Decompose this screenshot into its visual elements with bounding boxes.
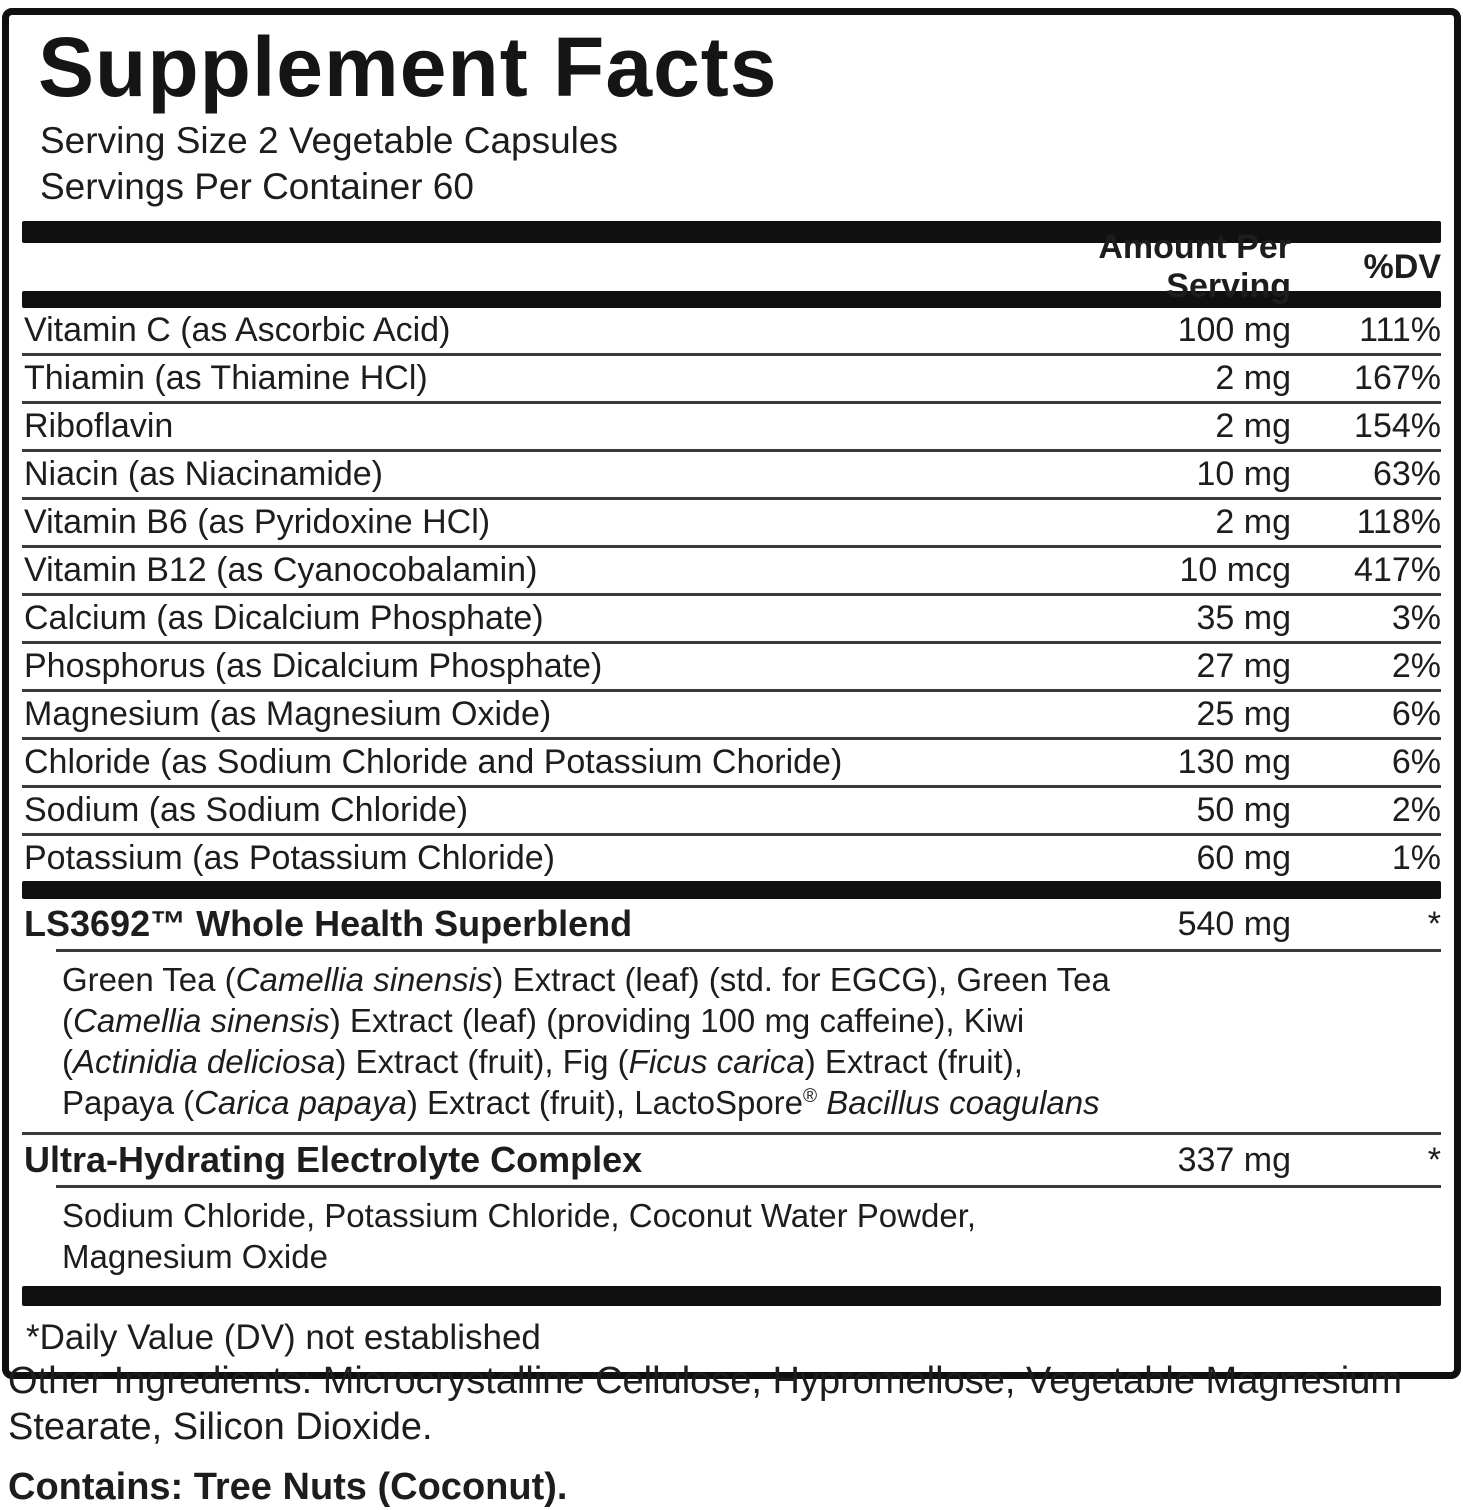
nutrient-name: Vitamin C (as Ascorbic Acid)	[24, 311, 451, 349]
other-ingredients-line: Stearate, Silicon Dioxide.	[8, 1406, 433, 1448]
nutrient-row	[22, 788, 1441, 836]
blend-amount: 540 mg	[1177, 904, 1291, 943]
blend-separator	[56, 949, 1441, 952]
nutrient-name: Thiamin (as Thiamine HCl)	[24, 359, 428, 397]
nutrient-amount: 100 mg	[1177, 311, 1291, 349]
blend-dv-asterisk: *	[1427, 1140, 1441, 1179]
nutrient-amount: 10 mcg	[1179, 551, 1291, 589]
nutrient-row	[22, 836, 1441, 881]
nutrient-name: Phosphorus (as Dicalcium Phosphate)	[24, 647, 603, 685]
other-ingredients-line: Other Ingredients: Microcrystalline Cellulose, Hypromellose, Vegetable Magnesium	[8, 1360, 1402, 1402]
column-header-row	[22, 228, 1441, 305]
nutrient-row	[22, 356, 1441, 404]
serving-size: Serving Size 2 Vegetable Capsules	[40, 120, 618, 161]
blend-dv-asterisk: *	[1427, 904, 1441, 943]
nutrient-row	[22, 740, 1441, 788]
blend-ingredients-electrolyte	[22, 1195, 1441, 1277]
blend-amount: 337 mg	[1177, 1140, 1291, 1179]
nutrient-amount: 35 mg	[1196, 599, 1291, 637]
nutrient-row	[22, 692, 1441, 740]
nutrient-name: Calcium (as Dicalcium Phosphate)	[24, 599, 544, 637]
servings-per-container: Servings Per Container 60	[40, 166, 474, 207]
footnote-daily-value: *Daily Value (DV) not established	[26, 1318, 541, 1357]
blend-ingredients-superblend	[22, 959, 1441, 1123]
nutrient-amount: 130 mg	[1177, 743, 1291, 781]
supplement-facts-panel	[2, 8, 1461, 1379]
nutrient-dv: 118%	[1356, 503, 1441, 541]
nutrient-row	[22, 404, 1441, 452]
nutrient-amount: 2 mg	[1215, 503, 1291, 541]
blend-separator	[56, 1185, 1441, 1188]
nutrient-name: Chloride (as Sodium Chloride and Potassium Choride)	[24, 743, 843, 781]
nutrient-dv: 3%	[1391, 599, 1441, 637]
nutrient-dv: 167%	[1354, 359, 1441, 397]
thick-divider-footnote	[22, 1286, 1441, 1306]
blend-ingredient-line: Magnesium Oxide	[62, 1238, 328, 1275]
nutrient-dv: 6%	[1391, 743, 1441, 781]
other-ingredients	[8, 1358, 1456, 1450]
nutrient-name: Sodium (as Sodium Chloride)	[24, 791, 469, 829]
nutrient-dv: 154%	[1354, 407, 1441, 445]
nutrient-amount: 2 mg	[1215, 359, 1291, 397]
nutrient-dv: 417%	[1354, 551, 1441, 589]
amount-per-serving-header: Amount Per Serving	[1098, 228, 1291, 305]
nutrient-amount: 10 mg	[1196, 455, 1291, 493]
nutrient-row	[22, 500, 1441, 548]
percent-dv-header: %DV	[1363, 247, 1441, 286]
nutrient-dv: 1%	[1391, 839, 1441, 877]
nutrient-name: Vitamin B12 (as Cyanocobalamin)	[24, 551, 538, 589]
below-panel-text	[8, 1358, 1456, 1510]
nutrient-row	[22, 308, 1441, 356]
contains-statement: Contains: Tree Nuts (Coconut).	[8, 1466, 568, 1508]
blend-name: LS3692™ Whole Health Superblend	[24, 903, 633, 944]
nutrient-row	[22, 548, 1441, 596]
nutrient-row	[22, 452, 1441, 500]
nutrient-row	[22, 596, 1441, 644]
nutrient-dv: 2%	[1391, 791, 1441, 829]
nutrient-row	[22, 644, 1441, 692]
section-separator	[22, 1132, 1441, 1135]
blend-name: Ultra-Hydrating Electrolyte Complex	[24, 1139, 643, 1180]
nutrient-amount: 25 mg	[1196, 695, 1291, 733]
nutrient-table	[22, 308, 1441, 881]
nutrient-amount: 50 mg	[1196, 791, 1291, 829]
blend-ingredient-line: (Camellia sinensis) Extract (leaf) (providing 100 mg caffeine), Kiwi	[62, 1002, 1025, 1039]
blend-ingredient-line: (Actinidia deliciosa) Extract (fruit), Fig (Ficus carica) Extract (fruit),	[62, 1043, 1023, 1080]
nutrient-name: Riboflavin	[24, 407, 174, 445]
nutrient-dv: 111%	[1359, 311, 1441, 349]
nutrient-amount: 2 mg	[1215, 407, 1291, 445]
nutrient-name: Niacin (as Niacinamide)	[24, 455, 384, 493]
nutrient-dv: 6%	[1391, 695, 1441, 733]
blend-row-superblend	[22, 901, 1441, 947]
nutrient-amount: 27 mg	[1196, 647, 1291, 685]
nutrient-dv: 2%	[1391, 647, 1441, 685]
blend-ingredient-line: Green Tea (Camellia sinensis) Extract (leaf) (std. for EGCG), Green Tea	[62, 961, 1110, 998]
blend-row-electrolyte	[22, 1137, 1441, 1183]
blend-ingredient-line: Papaya (Carica papaya) Extract (fruit), LactoSpore® Bacillus coagulans	[62, 1084, 1100, 1121]
panel-title: Supplement Facts	[38, 20, 778, 114]
nutrient-name: Magnesium (as Magnesium Oxide)	[24, 695, 552, 733]
thick-divider-blend	[22, 881, 1441, 899]
nutrient-amount: 60 mg	[1196, 839, 1291, 877]
nutrient-name: Potassium (as Potassium Chloride)	[24, 839, 555, 877]
nutrient-name: Vitamin B6 (as Pyridoxine HCl)	[24, 503, 491, 541]
nutrient-dv: 63%	[1372, 455, 1441, 493]
blend-ingredient-line: Sodium Chloride, Potassium Chloride, Coconut Water Powder,	[62, 1197, 977, 1234]
